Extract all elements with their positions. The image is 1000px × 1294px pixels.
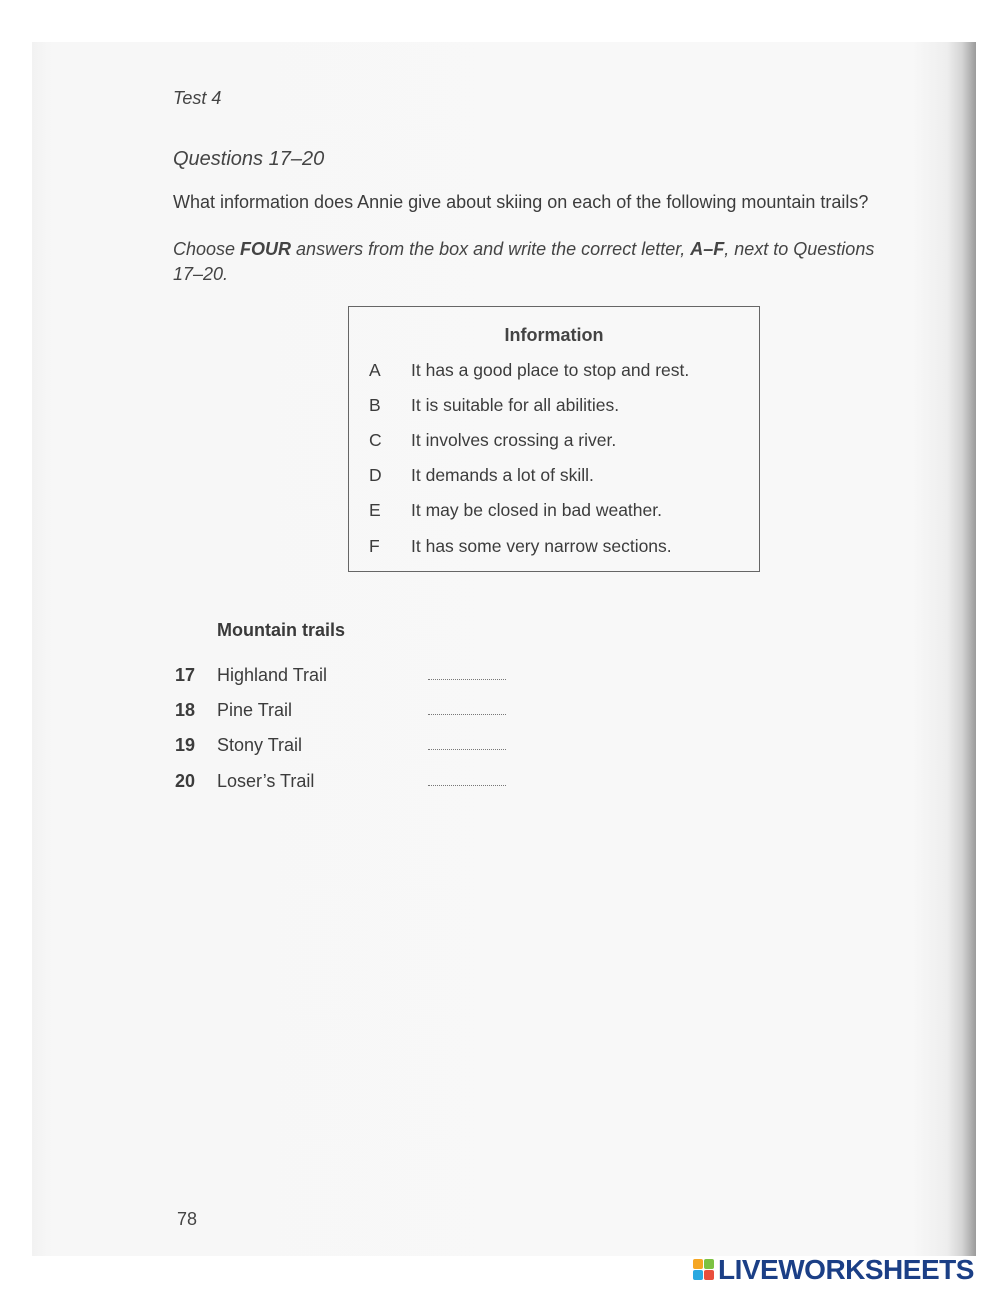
instruction-emphasis-four: FOUR [240,239,292,259]
trail-name: Loser’s Trail [217,771,315,791]
scanned-page [32,42,976,1256]
option-letter: F [369,536,380,556]
question-number: 19 [175,735,196,755]
information-heading: Information [504,325,604,345]
option-text: It has a good place to stop and rest. [411,360,690,380]
question-number: 18 [175,700,196,720]
question-number: 17 [175,665,196,685]
trail-name: Stony Trail [217,735,303,755]
trail-name: Highland Trail [217,665,328,685]
question-number: 20 [175,771,196,791]
instruction-emphasis-range: A–F [690,239,725,259]
question-prompt: What information does Annie give about skiing on each of the following mountain trails? [173,192,869,212]
option-letter: D [369,465,382,485]
information-box [348,306,760,572]
logo-grid-icon [693,1259,715,1281]
option-text: It demands a lot of skill. [411,465,594,485]
page-number: 78 [177,1209,198,1229]
answer-blank-18[interactable] [428,714,506,715]
trail-name: Pine Trail [217,700,293,720]
option-text: It is suitable for all abilities. [411,395,620,415]
instruction-part-3: , next to Questions 17–20. [173,239,875,284]
option-text: It has some very narrow sections. [411,536,672,556]
option-letter: C [369,430,382,450]
option-text: It involves crossing a river. [411,430,617,450]
liveworksheets-logo [693,1255,974,1285]
instruction-text [173,237,893,287]
answer-blank-20[interactable] [428,785,506,786]
option-text: It may be closed in bad weather. [411,500,662,520]
logo-text: LIVEWORKSHEETS [718,1254,974,1285]
option-letter: A [369,360,381,380]
trails-heading: Mountain trails [217,620,346,640]
option-letter: B [369,395,381,415]
option-letter: E [369,500,381,520]
instruction-part-2: answers from the box and write the correct letter, [291,239,691,259]
instruction-part-1: Choose [173,239,241,259]
answer-blank-17[interactable] [428,679,506,680]
questions-title: Questions 17–20 [173,148,325,170]
test-label: Test 4 [173,88,222,108]
answer-blank-19[interactable] [428,749,506,750]
